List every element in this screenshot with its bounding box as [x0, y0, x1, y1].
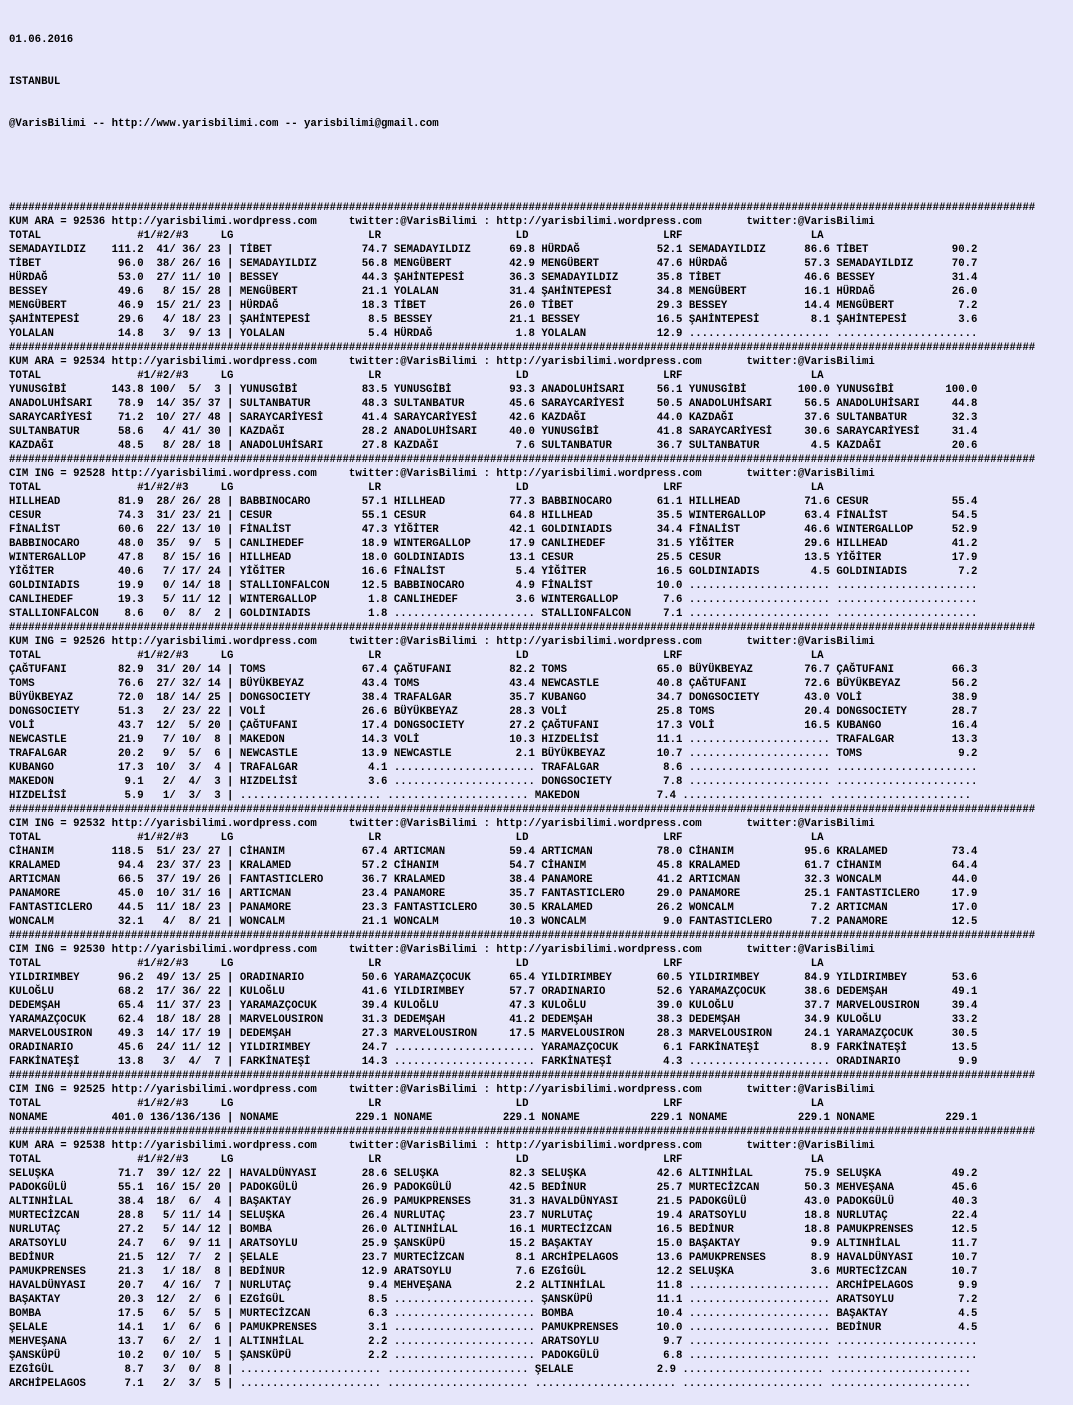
column-header: TOTAL #1/#2/#3 LG LR LD LRF LA: [9, 1154, 824, 1166]
horse-row: ARCHİPELAGOS 7.1 2/ 3/ 5 | ...................... ...................... ...................... ...................... ......................: [9, 1378, 972, 1390]
race-header: KUM ARA = 92538 http://yarisbilimi.wordpress.com twitter:@VarisBilimi : http://yarisbilimi.wordpress.com twitter:@VarisBilimi: [9, 1140, 875, 1152]
horse-row: KAZDAĞI 48.5 8/ 28/ 18 | ANADOLUHİSARI 27.8 KAZDAĞI 7.6 SULTANBATUR 36.7 SULTANBATUR 4.5 KAZDAĞI 20.6: [9, 440, 978, 452]
race-section: [9, 929, 1073, 1069]
horse-row: SULTANBATUR 58.6 4/ 41/ 30 | KAZDAĞI 28.2 ANADOLUHİSARI 40.0 YUNUSGİBİ 41.8 SARAYCARİYESİ 30.6 SARAYCARİYESİ 31.4: [9, 426, 978, 438]
horse-row: HIZDELİSİ 5.9 1/ 3/ 3 | ...................... ...................... MAKEDON 7.4 ...................... ......................: [9, 790, 972, 802]
horse-row: HÜRDAĞ 53.0 27/ 11/ 10 | BESSEY 44.3 ŞAHİNTEPESİ 36.3 SEMADAYILDIZ 35.8 TİBET 46.6 BESSEY 31.4: [9, 272, 978, 284]
race-section: [9, 803, 1073, 929]
horse-row: PANAMORE 45.0 10/ 31/ 16 | ARTICMAN 23.4 PANAMORE 35.7 FANTASTICLERO 29.0 PANAMORE 25.1 FANTASTICLERO 17.9: [9, 888, 978, 900]
separator-line: ################################################################################################################################################################: [9, 804, 1036, 816]
horse-row: SEMADAYILDIZ 111.2 41/ 36/ 23 | TİBET 74.7 SEMADAYILDIZ 69.8 HÜRDAĞ 52.1 SEMADAYILDIZ 86.6 TİBET 90.2: [9, 244, 978, 256]
separator-line: ################################################################################################################################################################: [9, 342, 1036, 354]
separator-line: ################################################################################################################################################################: [9, 202, 1036, 214]
horse-row: BOMBA 17.5 6/ 5/ 5 | MURTECİZCAN 6.3 ...................... BOMBA 10.4 ...................... BAŞAKTAY 4.5: [9, 1308, 978, 1320]
horse-row: ARTICMAN 66.5 37/ 19/ 26 | FANTASTICLERO 36.7 KRALAMED 38.4 PANAMORE 41.2 ARTICMAN 32.3 WONCALM 44.0: [9, 874, 978, 886]
horse-row: SARAYCARİYESİ 71.2 10/ 27/ 48 | SARAYCARİYESİ 41.4 SARAYCARİYESİ 42.6 KAZDAĞI 44.0 KAZDAĞI 37.6 SULTANBATUR 32.3: [9, 412, 978, 424]
race-header: CIM ING = 92525 http://yarisbilimi.wordpress.com twitter:@VarisBilimi : http://yarisbilimi.wordpress.com twitter:@VarisBilimi: [9, 1084, 875, 1096]
horse-row: HAVALDÜNYASI 20.7 4/ 16/ 7 | NURLUTAÇ 9.4 MEHVEŞANA 2.2 ALTINHİLAL 11.8 ...................... ARCHİPELAGOS 9.9: [9, 1280, 978, 1292]
horse-row: ŞELALE 14.1 1/ 6/ 6 | PAMUKPRENSES 3.1 ...................... PAMUKPRENSES 10.0 ...................... BEDİNUR 4.5: [9, 1322, 978, 1334]
horse-row: ŞAHİNTEPESİ 29.6 4/ 18/ 23 | ŞAHİNTEPESİ 8.5 BESSEY 21.1 BESSEY 16.5 ŞAHİNTEPESİ 8.1 ŞAHİNTEPESİ 3.6: [9, 314, 978, 326]
horse-row: ANADOLUHİSARI 78.9 14/ 35/ 37 | SULTANBATUR 48.3 SULTANBATUR 45.6 SARAYCARİYESİ 50.5 ANADOLUHİSARI 56.5 ANADOLUHİSARI 44.8: [9, 398, 978, 410]
horse-row: WONCALM 32.1 4/ 8/ 21 | WONCALM 21.1 WONCALM 10.3 WONCALM 9.0 FANTASTICLERO 7.2 PANAMORE 12.5: [9, 916, 978, 928]
horse-row: BAŞAKTAY 20.3 12/ 2/ 6 | EZGİGÜL 8.5 ...................... ŞANSKÜPÜ 11.1 ...................... ARATSOYLU 7.2: [9, 1294, 978, 1306]
horse-row: MAKEDON 9.1 2/ 4/ 3 | HIZDELİSİ 3.6 ...................... DONGSOCIETY 7.8 ...................... ......................: [9, 776, 978, 788]
horse-row: BESSEY 49.6 8/ 15/ 28 | MENGÜBERT 21.1 YOLALAN 31.4 ŞAHİNTEPESİ 34.8 MENGÜBERT 16.1 HÜRDAĞ 26.0: [9, 286, 978, 298]
column-header: TOTAL #1/#2/#3 LG LR LD LRF LA: [9, 482, 824, 494]
horse-row: BEDİNUR 21.5 12/ 7/ 2 | ŞELALE 23.7 MURTECİZCAN 8.1 ARCHİPELAGOS 13.6 PAMUKPRENSES 8.9 HAVALDÜNYASI 10.7: [9, 1252, 978, 1264]
race-header: KUM ING = 92526 http://yarisbilimi.wordpress.com twitter:@VarisBilimi : http://yarisbilimi.wordpress.com twitter:@VarisBilimi: [9, 636, 875, 648]
horse-row: YUNUSGİBİ 143.8 100/ 5/ 3 | YUNUSGİBİ 83.5 YUNUSGİBİ 93.3 ANADOLUHİSARI 56.1 YUNUSGİBİ 100.0 YUNUSGİBİ 100.0: [9, 384, 978, 396]
horse-row: CİHANIM 118.5 51/ 23/ 27 | CİHANIM 67.4 ARTICMAN 59.4 ARTICMAN 78.0 CİHANIM 95.6 KRALAMED 73.4: [9, 846, 978, 858]
horse-row: SELUŞKA 71.7 39/ 12/ 22 | HAVALDÜNYASI 28.6 SELUŞKA 82.3 SELUŞKA 42.6 ALTINHİLAL 75.9 SELUŞKA 49.2: [9, 1168, 978, 1180]
separator-line: ################################################################################################################################################################: [9, 454, 1036, 466]
horse-row: KULOĞLU 68.2 17/ 36/ 22 | KULOĞLU 41.6 YILDIRIMBEY 57.7 ORADINARIO 52.6 YARAMAZÇOCUK 38.6 DEDEMŞAH 49.1: [9, 986, 978, 998]
report-date: 01.06.2016: [9, 34, 74, 46]
horse-row: DONGSOCIETY 51.3 2/ 23/ 22 | VOLİ 26.6 BÜYÜKBEYAZ 28.3 VOLİ 25.8 TOMS 20.4 DONGSOCIETY 28.7: [9, 706, 978, 718]
horse-row: GOLDINIADIS 19.9 0/ 14/ 18 | STALLIONFALCON 12.5 BABBINOCARO 4.9 FİNALİST 10.0 ...................... ......................: [9, 580, 978, 592]
horse-row: ORADINARIO 45.6 24/ 11/ 12 | YILDIRIMBEY 24.7 ...................... YARAMAZÇOCUK 6.1 FARKİNATEŞİ 8.9 FARKİNATEŞİ 13.5: [9, 1042, 978, 1054]
horse-row: MENGÜBERT 46.9 15/ 21/ 23 | HÜRDAĞ 18.3 TİBET 26.0 TİBET 29.3 BESSEY 14.4 MENGÜBERT 7.2: [9, 300, 978, 312]
race-sections: [9, 201, 1073, 1391]
horse-row: YOLALAN 14.8 3/ 9/ 13 | YOLALAN 5.4 HÜRDAĞ 1.8 YOLALAN 12.9 ...................... ......................: [9, 328, 978, 340]
separator-line: ################################################################################################################################################################: [9, 1070, 1036, 1082]
horse-row: CANLIHEDEF 19.3 5/ 11/ 12 | WINTERGALLOP 1.8 CANLIHEDEF 3.6 WINTERGALLOP 7.6 ...................... ......................: [9, 594, 978, 606]
horse-row: ŞANSKÜPÜ 10.2 0/ 10/ 5 | ŞANSKÜPÜ 2.2 ...................... PADOKGÜLÜ 6.8 ...................... ......................: [9, 1350, 978, 1362]
race-section: [9, 201, 1073, 341]
race-section: [9, 341, 1073, 453]
report-contact: @VarisBilimi -- http://www.yarisbilimi.com -- yarisbilimi@gmail.com: [9, 118, 439, 130]
horse-row: DEDEMŞAH 65.4 11/ 37/ 23 | YARAMAZÇOCUK 39.4 KULOĞLU 47.3 KULOĞLU 39.0 KULOĞLU 37.7 MARVELOUSIRON 39.4: [9, 1000, 978, 1012]
horse-row: KUBANGO 17.3 10/ 3/ 4 | TRAFALGAR 4.1 ...................... TRAFALGAR 8.6 ...................... ......................: [9, 762, 978, 774]
blank-line: [9, 159, 1073, 173]
horse-row: NURLUTAÇ 27.2 5/ 14/ 12 | BOMBA 26.0 ALTINHİLAL 16.1 MURTECİZCAN 16.5 BEDİNUR 18.8 PAMUKPRENSES 12.5: [9, 1224, 978, 1236]
column-header: TOTAL #1/#2/#3 LG LR LD LRF LA: [9, 230, 824, 242]
separator-line: ################################################################################################################################################################: [9, 1126, 1036, 1138]
column-header: TOTAL #1/#2/#3 LG LR LD LRF LA: [9, 650, 824, 662]
horse-row: NONAME 401.0 136/136/136 | NONAME 229.1 NONAME 229.1 NONAME 229.1 NONAME 229.1 NONAME 229.1: [9, 1112, 978, 1124]
race-header: CIM ING = 92530 http://yarisbilimi.wordpress.com twitter:@VarisBilimi : http://yarisbilimi.wordpress.com twitter:@VarisBilimi: [9, 944, 875, 956]
column-header: TOTAL #1/#2/#3 LG LR LD LRF LA: [9, 832, 824, 844]
horse-row: ALTINHİLAL 38.4 18/ 6/ 4 | BAŞAKTAY 26.9 PAMUKPRENSES 31.3 HAVALDÜNYASI 21.5 PADOKGÜLÜ 43.0 PADOKGÜLÜ 40.3: [9, 1196, 978, 1208]
horse-row: TİBET 96.0 38/ 26/ 16 | SEMADAYILDIZ 56.8 MENGÜBERT 42.9 MENGÜBERT 47.6 HÜRDAĞ 57.3 SEMADAYILDIZ 70.7: [9, 258, 978, 270]
horse-row: YARAMAZÇOCUK 62.4 18/ 18/ 28 | MARVELOUSIRON 31.3 DEDEMŞAH 41.2 DEDEMŞAH 38.3 DEDEMŞAH 34.9 KULOĞLU 33.2: [9, 1014, 978, 1026]
column-header: TOTAL #1/#2/#3 LG LR LD LRF LA: [9, 1098, 824, 1110]
horse-row: YILDIRIMBEY 96.2 49/ 13/ 25 | ORADINARIO 50.6 YARAMAZÇOCUK 65.4 YILDIRIMBEY 60.5 YILDIRIMBEY 84.9 YILDIRIMBEY 53.6: [9, 972, 978, 984]
separator-line: ################################################################################################################################################################: [9, 622, 1036, 634]
horse-row: MEHVEŞANA 13.7 6/ 2/ 1 | ALTINHİLAL 2.2 ...................... ARATSOYLU 9.7 ...................... ......................: [9, 1336, 978, 1348]
column-header: TOTAL #1/#2/#3 LG LR LD LRF LA: [9, 370, 824, 382]
horse-row: NEWCASTLE 21.9 7/ 10/ 8 | MAKEDON 14.3 VOLİ 10.3 HIZDELİSİ 11.1 ...................... TRAFALGAR 13.3: [9, 734, 978, 746]
horse-row: MURTECİZCAN 28.8 5/ 11/ 14 | SELUŞKA 26.4 NURLUTAÇ 23.7 NURLUTAÇ 19.4 ARATSOYLU 18.8 NURLUTAÇ 22.4: [9, 1210, 978, 1222]
horse-row: PADOKGÜLÜ 55.1 16/ 15/ 20 | PADOKGÜLÜ 26.9 PADOKGÜLÜ 42.5 BEDİNUR 25.7 MURTECİZCAN 50.3 MEHVEŞANA 45.6: [9, 1182, 978, 1194]
horse-row: CESUR 74.3 31/ 23/ 21 | CESUR 55.1 CESUR 64.8 HILLHEAD 35.5 WINTERGALLOP 63.4 FİNALİST 54.5: [9, 510, 978, 522]
horse-row: ÇAĞTUFANI 82.9 31/ 20/ 14 | TOMS 67.4 ÇAĞTUFANI 82.2 TOMS 65.0 BÜYÜKBEYAZ 76.7 ÇAĞTUFANI 66.3: [9, 664, 978, 676]
horse-row: WINTERGALLOP 47.8 8/ 15/ 16 | HILLHEAD 18.0 GOLDINIADIS 13.1 CESUR 25.5 CESUR 13.5 YİĞİTER 17.9: [9, 552, 978, 564]
race-header: KUM ARA = 92534 http://yarisbilimi.wordpress.com twitter:@VarisBilimi : http://yarisbilimi.wordpress.com twitter:@VarisBilimi: [9, 356, 875, 368]
report-city: ISTANBUL: [9, 76, 61, 88]
horse-row: FANTASTICLERO 44.5 11/ 18/ 23 | PANAMORE 23.3 FANTASTICLERO 30.5 KRALAMED 26.2 WONCALM 7.2 ARTICMAN 17.0: [9, 902, 978, 914]
horse-row: VOLİ 43.7 12/ 5/ 20 | ÇAĞTUFANI 17.4 DONGSOCIETY 27.2 ÇAĞTUFANI 17.3 VOLİ 16.5 KUBANGO 16.4: [9, 720, 978, 732]
horse-row: BABBINOCARO 48.0 35/ 9/ 5 | CANLIHEDEF 18.9 WINTERGALLOP 17.9 CANLIHEDEF 31.5 YİĞİTER 29.6 HILLHEAD 41.2: [9, 538, 978, 550]
horse-row: TRAFALGAR 20.2 9/ 5/ 6 | NEWCASTLE 13.9 NEWCASTLE 2.1 BÜYÜKBEYAZ 10.7 ...................... TOMS 9.2: [9, 748, 978, 760]
race-section: [9, 1125, 1073, 1391]
horse-row: FİNALİST 60.6 22/ 13/ 10 | FİNALİST 47.3 YİĞİTER 42.1 GOLDINIADIS 34.4 FİNALİST 46.6 WINTERGALLOP 52.9: [9, 524, 978, 536]
horse-row: TOMS 76.6 27/ 32/ 14 | BÜYÜKBEYAZ 43.4 TOMS 43.4 NEWCASTLE 40.8 ÇAĞTUFANI 72.6 BÜYÜKBEYAZ 56.2: [9, 678, 978, 690]
horse-row: FARKİNATEŞİ 13.8 3/ 4/ 7 | FARKİNATEŞİ 14.3 ...................... FARKİNATEŞİ 4.3 ...................... ORADINARIO 9.9: [9, 1056, 978, 1068]
race-section: [9, 621, 1073, 803]
race-header: CIM ING = 92532 http://yarisbilimi.wordpress.com twitter:@VarisBilimi : http://yarisbilimi.wordpress.com twitter:@VarisBilimi: [9, 818, 875, 830]
horse-row: EZGİGÜL 8.7 3/ 0/ 8 | ...................... ...................... ŞELALE 2.9 ...................... ......................: [9, 1364, 972, 1376]
horse-row: KRALAMED 94.4 23/ 37/ 23 | KRALAMED 57.2 CİHANIM 54.7 CİHANIM 45.8 KRALAMED 61.7 CİHANIM 64.4: [9, 860, 978, 872]
horse-row: MARVELOUSIRON 49.3 14/ 17/ 19 | DEDEMŞAH 27.3 MARVELOUSIRON 17.5 MARVELOUSIRON 28.3 MARVELOUSIRON 24.1 YARAMAZÇOCUK 30.5: [9, 1028, 978, 1040]
horse-row: YİĞİTER 40.6 7/ 17/ 24 | YİĞİTER 16.6 FİNALİST 5.4 YİĞİTER 16.5 GOLDINIADIS 4.5 GOLDINIADIS 7.2: [9, 566, 978, 578]
race-header: CIM ING = 92528 http://yarisbilimi.wordpress.com twitter:@VarisBilimi : http://yarisbilimi.wordpress.com twitter:@VarisBilimi: [9, 468, 875, 480]
horse-row: PAMUKPRENSES 21.3 1/ 18/ 8 | BEDİNUR 12.9 ARATSOYLU 7.6 EZGİGÜL 12.2 SELUŞKA 3.6 MURTECİZCAN 10.7: [9, 1266, 978, 1278]
horse-row: HILLHEAD 81.9 28/ 26/ 28 | BABBINOCARO 57.1 HILLHEAD 77.3 BABBINOCARO 61.1 HILLHEAD 71.6 CESUR 55.4: [9, 496, 978, 508]
horse-row: ARATSOYLU 24.7 6/ 9/ 11 | ARATSOYLU 25.9 ŞANSKÜPÜ 15.2 BAŞAKTAY 15.0 BAŞAKTAY 9.9 ALTINHİLAL 11.7: [9, 1238, 978, 1250]
separator-line: ################################################################################################################################################################: [9, 930, 1036, 942]
race-section: [9, 1069, 1073, 1125]
column-header: TOTAL #1/#2/#3 LG LR LD LRF LA: [9, 958, 824, 970]
race-header: KUM ARA = 92536 http://yarisbilimi.wordpress.com twitter:@VarisBilimi : http://yarisbilimi.wordpress.com twitter:@VarisBilimi: [9, 216, 875, 228]
horse-row: STALLIONFALCON 8.6 0/ 8/ 2 | GOLDINIADIS 1.8 ...................... STALLIONFALCON 7.1 ...................... ......................: [9, 608, 978, 620]
race-section: [9, 453, 1073, 621]
horse-row: BÜYÜKBEYAZ 72.0 18/ 14/ 25 | DONGSOCIETY 38.4 TRAFALGAR 35.7 KUBANGO 34.7 DONGSOCIETY 43.0 VOLİ 38.9: [9, 692, 978, 704]
